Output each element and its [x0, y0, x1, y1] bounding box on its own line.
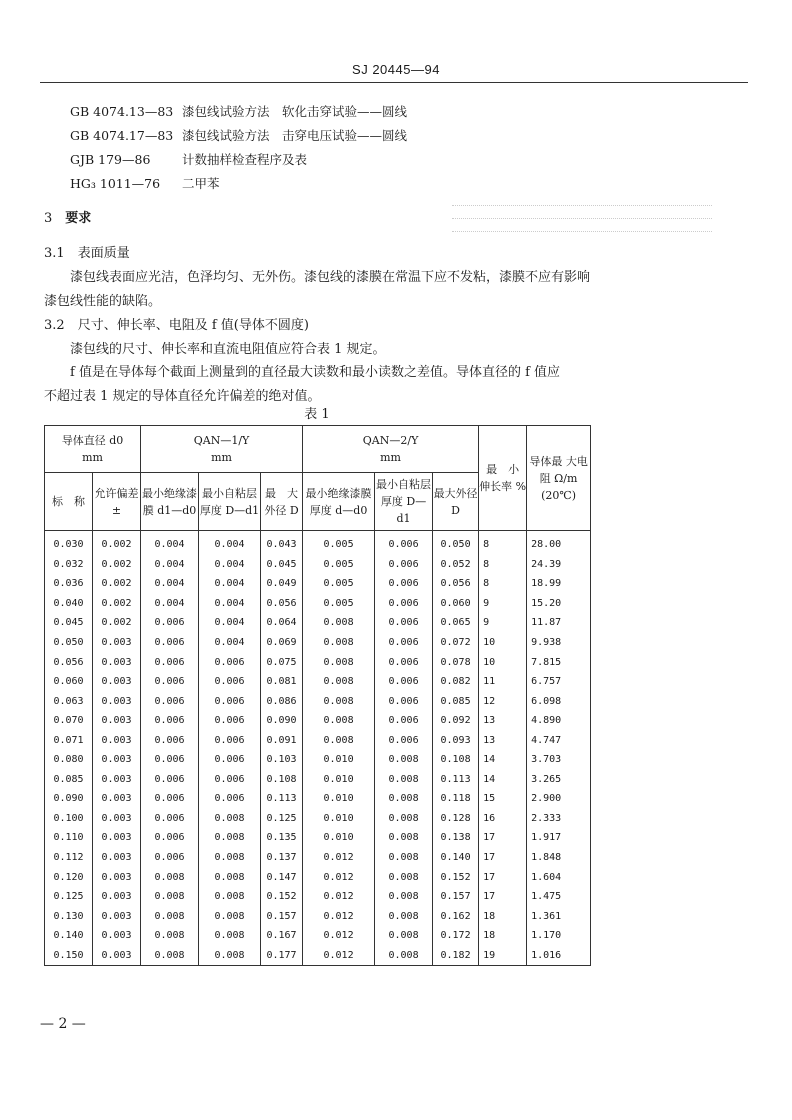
table-cell: 0.113 — [433, 770, 479, 790]
table-cell: 0.006 — [141, 828, 199, 848]
table-row — [45, 867, 591, 887]
table-cell: 28.00 — [527, 531, 591, 555]
table-cell: 4.747 — [527, 730, 591, 750]
table-cell: 0.008 — [375, 828, 433, 848]
table-cell: 0.006 — [199, 730, 261, 750]
table-cell: 0.003 — [93, 711, 141, 731]
table-cell: 0.004 — [199, 574, 261, 594]
table-cell: 8 — [479, 574, 527, 594]
table-cell: 14 — [479, 770, 527, 790]
table-cell: 15 — [479, 789, 527, 809]
reference-line-4 — [70, 174, 220, 192]
table-cell: 0.008 — [375, 887, 433, 907]
table-cell: 18 — [479, 906, 527, 926]
table-caption: 表 1 — [304, 407, 330, 422]
reference-code: GJB 179—86 — [70, 152, 151, 167]
table-cell: 0.177 — [261, 945, 303, 965]
table-cell: 0.004 — [199, 613, 261, 633]
table-cell: 0.008 — [141, 887, 199, 907]
paragraph-3-1-line-1: 漆包线表面应光洁，色泽均匀、无外伤。漆包线的漆膜在常温下应不发粘，漆膜不应有影响 — [70, 270, 591, 285]
table-cell: 0.002 — [93, 574, 141, 594]
table-cell: 0.120 — [45, 867, 93, 887]
table-cell: 0.003 — [93, 848, 141, 868]
paragraph-3-2-line-1: 漆包线的尺寸、伸长率和直流电阻值应符合表 1 规定。 — [70, 342, 386, 357]
table-row — [45, 594, 591, 614]
scan-speckle — [452, 218, 712, 219]
table-cell: 12 — [479, 691, 527, 711]
table-cell: 0.045 — [45, 613, 93, 633]
table-cell: 0.125 — [45, 887, 93, 907]
table-cell: 2.900 — [527, 789, 591, 809]
table-cell: 0.005 — [303, 555, 375, 575]
table-cell: 0.006 — [375, 613, 433, 633]
table-cell: 0.032 — [45, 555, 93, 575]
table-cell: 0.010 — [303, 828, 375, 848]
table-cell: 0.069 — [261, 633, 303, 653]
table-cell: 0.006 — [199, 652, 261, 672]
table-cell: 0.008 — [141, 867, 199, 887]
table-cell: 0.008 — [199, 945, 261, 965]
table-cell: 0.140 — [433, 848, 479, 868]
table-cell: 0.006 — [199, 672, 261, 692]
table-cell: 0.064 — [261, 613, 303, 633]
table-cell: 9 — [479, 594, 527, 614]
table-cell: 0.006 — [141, 672, 199, 692]
table-cell: 0.008 — [303, 633, 375, 653]
table-cell: 9.938 — [527, 633, 591, 653]
table-cell: 13 — [479, 730, 527, 750]
table-row — [45, 809, 591, 829]
table-row — [45, 945, 591, 965]
section-title: 尺寸、伸长率、电阻及 f 值(导体不圆度) — [77, 318, 309, 333]
table-cell: 17 — [479, 828, 527, 848]
table-cell: 0.138 — [433, 828, 479, 848]
table-cell: 8 — [479, 555, 527, 575]
table-cell: 0.135 — [261, 828, 303, 848]
table-cell: 0.012 — [303, 887, 375, 907]
reference-title: 漆包线试验方法 软化击穿试验——圆线 — [182, 104, 408, 119]
table-cell: 0.085 — [45, 770, 93, 790]
table-cell: 0.003 — [93, 809, 141, 829]
table-cell: 0.004 — [141, 574, 199, 594]
table-cell: 0.130 — [45, 906, 93, 926]
table-cell: 0.110 — [45, 828, 93, 848]
table-cell: 0.008 — [199, 848, 261, 868]
table-cell: 0.008 — [303, 711, 375, 731]
table-cell: 0.072 — [433, 633, 479, 653]
table-cell: 0.012 — [303, 906, 375, 926]
table-cell: 0.008 — [199, 828, 261, 848]
table-cell: 0.010 — [303, 809, 375, 829]
table-cell: 0.002 — [93, 555, 141, 575]
table-cell: 0.004 — [199, 555, 261, 575]
table-cell: 0.003 — [93, 691, 141, 711]
table-row — [45, 828, 591, 848]
table-cell: 0.056 — [261, 594, 303, 614]
table-row — [45, 531, 591, 555]
table-cell: 0.056 — [433, 574, 479, 594]
table-cell: 0.003 — [93, 730, 141, 750]
table-cell: 3.265 — [527, 770, 591, 790]
section-number: 3 — [44, 211, 53, 226]
table-cell: 3.703 — [527, 750, 591, 770]
section-3-heading — [44, 207, 91, 226]
table-cell: 0.002 — [93, 594, 141, 614]
table-cell: 0.093 — [433, 730, 479, 750]
header-conductor-diameter: 导体直径 d0 mm — [45, 426, 141, 473]
table-cell: 0.167 — [261, 926, 303, 946]
table-cell: 13 — [479, 711, 527, 731]
table-cell: 0.060 — [45, 672, 93, 692]
table-row — [45, 711, 591, 731]
reference-title: 计数抽样检查程序及表 — [182, 152, 308, 167]
table-cell: 0.137 — [261, 848, 303, 868]
table-cell: 0.063 — [45, 691, 93, 711]
table-cell: 0.152 — [261, 887, 303, 907]
table-cell: 0.006 — [141, 652, 199, 672]
table-cell: 4.890 — [527, 711, 591, 731]
table-cell: 0.030 — [45, 531, 93, 555]
table-cell: 0.085 — [433, 691, 479, 711]
reference-line-1 — [70, 102, 407, 120]
table-cell: 0.006 — [375, 574, 433, 594]
table-cell: 0.006 — [375, 691, 433, 711]
table-cell: 1.917 — [527, 828, 591, 848]
table-cell: 0.100 — [45, 809, 93, 829]
table-cell: 8 — [479, 531, 527, 555]
table-cell: 0.050 — [45, 633, 93, 653]
table-row — [45, 613, 591, 633]
table-cell: 0.006 — [141, 809, 199, 829]
table-cell: 0.006 — [199, 691, 261, 711]
table-cell: 0.049 — [261, 574, 303, 594]
table-row — [45, 574, 591, 594]
table-cell: 0.172 — [433, 926, 479, 946]
reference-title: 漆包线试验方法 击穿电压试验——圆线 — [182, 128, 408, 143]
table-cell: 0.005 — [303, 574, 375, 594]
table-cell: 0.108 — [261, 770, 303, 790]
table-cell: 0.008 — [199, 906, 261, 926]
table-cell: 11.87 — [527, 613, 591, 633]
header-q2-min-bond: 最小自粘层 厚度 D—d1 — [375, 473, 433, 531]
reference-line-2 — [70, 126, 407, 144]
table-cell: 0.071 — [45, 730, 93, 750]
table-cell: 0.004 — [141, 531, 199, 555]
table-cell: 9 — [479, 613, 527, 633]
table-cell: 0.006 — [141, 691, 199, 711]
table-cell: 0.006 — [375, 730, 433, 750]
paragraph-3-2-line-2: f 值是在导体每个截面上测量到的直径最大读数和最小读数之差值。导体直径的 f 值应 — [70, 365, 561, 380]
table-cell: 0.005 — [303, 594, 375, 614]
table-cell: 0.006 — [375, 652, 433, 672]
table-row — [45, 848, 591, 868]
table-cell: 15.20 — [527, 594, 591, 614]
table-cell: 17 — [479, 848, 527, 868]
table-cell: 0.003 — [93, 867, 141, 887]
table-cell: 0.004 — [141, 555, 199, 575]
header-max-resistance: 导体最 大电阻 Ω/m (20℃) — [527, 426, 591, 531]
table-cell: 0.182 — [433, 945, 479, 965]
table-cell: 0.006 — [141, 730, 199, 750]
table-cell: 18.99 — [527, 574, 591, 594]
table-cell: 0.006 — [199, 770, 261, 790]
table-cell: 0.075 — [261, 652, 303, 672]
table-cell: 1.170 — [527, 926, 591, 946]
table-cell: 0.003 — [93, 633, 141, 653]
table-cell: 0.006 — [199, 750, 261, 770]
table-cell: 0.012 — [303, 848, 375, 868]
table-cell: 0.006 — [199, 711, 261, 731]
table-cell: 0.082 — [433, 672, 479, 692]
table-cell: 0.147 — [261, 867, 303, 887]
paragraph-3-2-line-3: 不超过表 1 规定的导体直径允许偏差的绝对值。 — [44, 389, 321, 404]
table-cell: 0.002 — [93, 613, 141, 633]
table-cell: 0.091 — [261, 730, 303, 750]
table-cell: 0.004 — [141, 594, 199, 614]
header-q2-max-od: 最大外径 D — [433, 473, 479, 531]
table-row — [45, 926, 591, 946]
table-cell: 0.052 — [433, 555, 479, 575]
table-cell: 0.008 — [141, 945, 199, 965]
table-cell: 0.150 — [45, 945, 93, 965]
table-cell: 14 — [479, 750, 527, 770]
scan-speckle — [452, 205, 712, 206]
table-row — [45, 691, 591, 711]
table-cell: 0.012 — [303, 926, 375, 946]
table-cell: 0.010 — [303, 770, 375, 790]
table-cell: 0.008 — [303, 672, 375, 692]
table-cell: 0.006 — [141, 750, 199, 770]
table-cell: 0.090 — [45, 789, 93, 809]
table-cell: 0.112 — [45, 848, 93, 868]
table-cell: 0.006 — [141, 789, 199, 809]
table-cell: 0.012 — [303, 945, 375, 965]
table-row — [45, 555, 591, 575]
page-number: — 2 — — [40, 1016, 86, 1032]
table-cell: 0.056 — [45, 652, 93, 672]
header-q1-max-od: 最 大 外径 D — [261, 473, 303, 531]
table-cell: 17 — [479, 867, 527, 887]
table-cell: 0.008 — [199, 867, 261, 887]
table-cell: 0.092 — [433, 711, 479, 731]
header-qan2: QAN—2/Y mm — [303, 426, 479, 473]
table-cell: 0.060 — [433, 594, 479, 614]
table-cell: 0.006 — [141, 613, 199, 633]
table-cell: 1.361 — [527, 906, 591, 926]
table-cell: 0.086 — [261, 691, 303, 711]
table-cell: 0.008 — [141, 906, 199, 926]
table-cell: 2.333 — [527, 809, 591, 829]
table-cell: 0.125 — [261, 809, 303, 829]
table-cell: 1.475 — [527, 887, 591, 907]
table-cell: 7.815 — [527, 652, 591, 672]
table-cell: 0.157 — [261, 906, 303, 926]
table-cell: 11 — [479, 672, 527, 692]
table-cell: 0.040 — [45, 594, 93, 614]
table-row — [45, 789, 591, 809]
table-cell: 0.008 — [303, 730, 375, 750]
table-cell: 0.012 — [303, 867, 375, 887]
table-cell: 0.008 — [303, 652, 375, 672]
table-cell: 0.070 — [45, 711, 93, 731]
table-1 — [44, 425, 591, 966]
table-cell: 10 — [479, 652, 527, 672]
table-cell: 0.036 — [45, 574, 93, 594]
header-q1-min-insulation: 最小绝缘漆 膜 d1—d0 — [141, 473, 199, 531]
table-cell: 0.006 — [141, 770, 199, 790]
header-rule — [40, 82, 748, 83]
table-cell: 0.008 — [303, 613, 375, 633]
table-cell: 0.008 — [375, 789, 433, 809]
table-cell: 0.045 — [261, 555, 303, 575]
table-cell: 0.006 — [141, 633, 199, 653]
table-cell: 0.008 — [375, 945, 433, 965]
table-cell: 1.016 — [527, 945, 591, 965]
table-cell: 0.118 — [433, 789, 479, 809]
table-cell: 0.003 — [93, 828, 141, 848]
reference-code: HG₃ 1011—76 — [70, 176, 161, 191]
table-cell: 0.008 — [141, 926, 199, 946]
reference-code: GB 4074.13—83 — [70, 104, 174, 119]
table-cell: 0.128 — [433, 809, 479, 829]
table-cell: 0.006 — [375, 672, 433, 692]
section-3-2-heading — [44, 314, 309, 333]
table-cell: 1.604 — [527, 867, 591, 887]
table-cell: 0.010 — [303, 750, 375, 770]
scan-speckle — [452, 231, 712, 232]
table-row — [45, 730, 591, 750]
table-row — [45, 652, 591, 672]
table-cell: 0.008 — [375, 809, 433, 829]
reference-line-3 — [70, 150, 307, 168]
table-cell: 0.006 — [375, 531, 433, 555]
table-row — [45, 906, 591, 926]
table-cell: 0.008 — [375, 848, 433, 868]
header-tolerance: 允许偏差 ± — [93, 473, 141, 531]
table-cell: 0.006 — [375, 633, 433, 653]
table-cell: 0.003 — [93, 770, 141, 790]
table-cell: 0.008 — [375, 750, 433, 770]
table-cell: 0.050 — [433, 531, 479, 555]
table-cell: 0.065 — [433, 613, 479, 633]
table-row — [45, 770, 591, 790]
table-cell: 0.008 — [199, 926, 261, 946]
document-code-header: SJ 20445—94 — [352, 62, 440, 77]
table-cell: 0.006 — [375, 594, 433, 614]
table-cell: 6.098 — [527, 691, 591, 711]
table-cell: 0.006 — [375, 555, 433, 575]
table-cell: 0.157 — [433, 887, 479, 907]
table-cell: 17 — [479, 887, 527, 907]
table-cell: 0.043 — [261, 531, 303, 555]
table-row — [45, 633, 591, 653]
table-cell: 0.108 — [433, 750, 479, 770]
table-cell: 0.103 — [261, 750, 303, 770]
table-cell: 0.005 — [303, 531, 375, 555]
paragraph-3-1-line-2: 漆包线性能的缺陷。 — [44, 294, 162, 309]
table-cell: 0.003 — [93, 887, 141, 907]
reference-code: GB 4074.17—83 — [70, 128, 174, 143]
table-cell: 0.008 — [375, 770, 433, 790]
table-cell: 0.006 — [199, 789, 261, 809]
header-min-elongation: 最 小 伸长率 % — [479, 426, 527, 531]
table-cell: 0.004 — [199, 531, 261, 555]
header-q1-min-bond: 最小自粘层 厚度 D—d1 — [199, 473, 261, 531]
table-cell: 6.757 — [527, 672, 591, 692]
table-cell: 0.113 — [261, 789, 303, 809]
section-title: 要求 — [65, 211, 92, 226]
table-cell: 0.004 — [199, 594, 261, 614]
table-cell: 0.008 — [199, 809, 261, 829]
table-cell: 0.002 — [93, 531, 141, 555]
table-cell: 0.003 — [93, 652, 141, 672]
section-number: 3.2 — [44, 318, 65, 333]
table-cell: 0.003 — [93, 789, 141, 809]
table-cell: 0.078 — [433, 652, 479, 672]
table-cell: 18 — [479, 926, 527, 946]
table-cell: 0.080 — [45, 750, 93, 770]
table-cell: 0.006 — [141, 848, 199, 868]
header-q2-min-insulation: 最小绝缘漆膜 厚度 d—d0 — [303, 473, 375, 531]
table-cell: 10 — [479, 633, 527, 653]
table-cell: 0.003 — [93, 906, 141, 926]
header-qan1: QAN—1/Y mm — [141, 426, 303, 473]
table-cell: 0.010 — [303, 789, 375, 809]
table-cell: 19 — [479, 945, 527, 965]
table-cell: 0.008 — [303, 691, 375, 711]
table-cell: 0.008 — [375, 926, 433, 946]
table-cell: 0.008 — [375, 906, 433, 926]
table-cell: 0.006 — [141, 711, 199, 731]
table-cell: 0.090 — [261, 711, 303, 731]
table-row — [45, 672, 591, 692]
table-cell: 0.003 — [93, 945, 141, 965]
reference-title: 二甲苯 — [182, 176, 220, 191]
section-title: 表面质量 — [77, 246, 130, 261]
table-cell: 0.003 — [93, 672, 141, 692]
table-cell: 0.004 — [199, 633, 261, 653]
table-cell: 0.081 — [261, 672, 303, 692]
section-3-1-heading — [44, 242, 130, 261]
table-cell: 1.848 — [527, 848, 591, 868]
table-cell: 0.162 — [433, 906, 479, 926]
table-row — [45, 887, 591, 907]
table-cell: 24.39 — [527, 555, 591, 575]
table-cell: 0.152 — [433, 867, 479, 887]
header-nominal: 标 称 — [45, 473, 93, 531]
table-cell: 0.003 — [93, 926, 141, 946]
table-row — [45, 750, 591, 770]
section-number: 3.1 — [44, 246, 65, 261]
table-cell: 0.008 — [199, 887, 261, 907]
table-cell: 0.003 — [93, 750, 141, 770]
table-cell: 16 — [479, 809, 527, 829]
table-cell: 0.008 — [375, 867, 433, 887]
table-cell: 0.006 — [375, 711, 433, 731]
table-cell: 0.140 — [45, 926, 93, 946]
